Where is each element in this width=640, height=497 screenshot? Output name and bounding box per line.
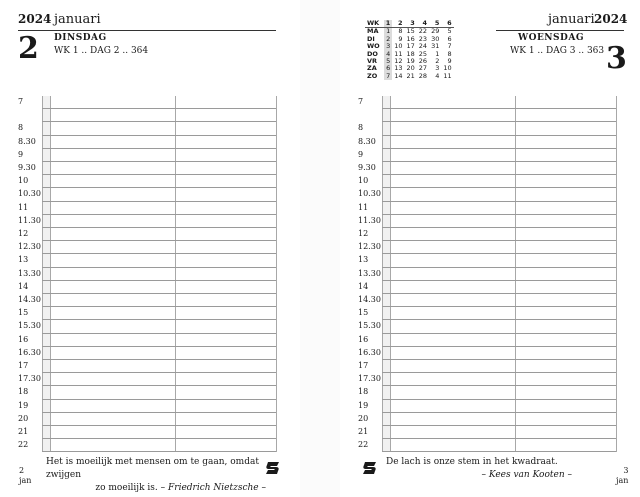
time-label: 17.30 [18, 374, 41, 384]
mini-calendar-week: 6 [441, 20, 453, 28]
mini-calendar-week: 3 [405, 20, 417, 28]
left-footer-month: jan [19, 476, 32, 485]
mini-calendar-date[interactable]: 15 [406, 27, 415, 36]
left-footer-day: 2 [19, 466, 25, 475]
time-label: 11.30 [18, 215, 41, 225]
right-time-grid [358, 96, 616, 456]
left-quote [46, 456, 266, 495]
time-label: 22 [18, 440, 29, 450]
slot-rule [42, 451, 276, 452]
time-label: 9 [358, 149, 364, 159]
mini-calendar-week: 1 [385, 19, 391, 27]
mini-calendar-date[interactable]: 13 [394, 64, 403, 73]
mini-calendar-date[interactable]: 6 [447, 34, 452, 43]
time-slot-row[interactable] [18, 254, 276, 267]
time-slot-row[interactable] [358, 188, 616, 201]
time-slot-row[interactable] [18, 109, 276, 122]
time-slot-row[interactable] [18, 136, 276, 149]
mini-calendar-date[interactable]: 19 [406, 57, 415, 66]
mini-calendar-day-label: ZO [367, 71, 378, 80]
time-label: 15.30 [358, 321, 381, 331]
time-label: 11 [18, 202, 29, 212]
time-slot-row[interactable] [358, 136, 616, 149]
left-month: januari [54, 12, 101, 27]
right-week-line: WK 1 .. DAG 3 .. 363 [510, 46, 605, 56]
time-label: 16.30 [358, 347, 381, 357]
time-slot-row[interactable] [18, 320, 276, 333]
left-year: 2024 [18, 12, 52, 26]
mini-calendar-date[interactable]: 10 [394, 42, 403, 51]
time-label: 22 [358, 440, 369, 450]
time-slot-row[interactable] [358, 400, 616, 413]
time-slot-row[interactable] [358, 360, 616, 373]
time-slot-row[interactable] [358, 96, 616, 109]
mini-calendar-week: 2 [392, 20, 404, 28]
left-day-number: 2 [18, 31, 39, 66]
time-slot-row[interactable] [358, 307, 616, 320]
mini-calendar-date[interactable]: 10 [443, 64, 452, 73]
time-label: 9.30 [358, 163, 376, 172]
time-label: 17 [18, 361, 29, 370]
mini-calendar-date[interactable]: 17 [406, 42, 415, 51]
left-quote-line2: zo moeilijk is. [95, 483, 158, 493]
time-slot-row[interactable] [358, 413, 616, 426]
mini-calendar-date[interactable]: 1 [384, 28, 393, 36]
mini-calendar-day-label: MA [367, 27, 379, 36]
mini-calendar-date[interactable]: 2 [435, 57, 440, 66]
time-label: 8.30 [358, 136, 376, 146]
mini-calendar-week: 4 [417, 20, 429, 28]
right-header-rule [496, 30, 624, 31]
left-quote-line1: Het is moeilijk met mensen om te gaan, omdat zwijgen [46, 457, 259, 480]
mini-calendar-date[interactable]: 28 [418, 71, 428, 80]
time-label: 7 [358, 97, 364, 106]
time-label: 14 [18, 281, 29, 291]
time-label: 12 [358, 229, 369, 238]
mini-calendar-date[interactable]: 16 [406, 34, 415, 43]
time-slot-row[interactable] [358, 122, 616, 135]
time-label: 11 [358, 202, 369, 212]
time-label: 9.30 [18, 163, 36, 172]
time-slot-row[interactable] [18, 307, 276, 320]
mini-calendar-date[interactable]: 1 [435, 49, 440, 58]
right-footer-day: 3 [623, 466, 629, 475]
time-label: 19 [358, 400, 369, 410]
time-slot-row[interactable] [358, 241, 616, 254]
mini-calendar-week: 5 [429, 20, 441, 28]
time-label: 19 [18, 400, 29, 410]
time-slot-row[interactable] [358, 347, 616, 360]
mini-calendar-date[interactable]: 9 [398, 34, 403, 43]
time-slot-row[interactable] [18, 162, 276, 175]
right-quote-author-wrap [386, 469, 586, 482]
time-slot-row[interactable] [358, 320, 616, 333]
right-day-number: 3 [606, 41, 627, 76]
mini-calendar-date[interactable]: 12 [394, 57, 403, 66]
time-slot-row[interactable] [18, 228, 276, 241]
mini-calendar [365, 20, 454, 80]
mini-calendar-date[interactable]: 21 [406, 71, 415, 80]
left-header-rule [18, 30, 276, 31]
time-slot-row[interactable] [18, 334, 276, 347]
time-slot-row[interactable] [358, 175, 616, 188]
left-quote-author: – Friedrich Nietzsche – [160, 483, 266, 493]
time-label: 20 [18, 413, 29, 423]
right-quote-author: – Kees van Kooten – [481, 470, 572, 480]
time-slot-row[interactable] [18, 373, 276, 386]
time-label: 14.30 [358, 295, 381, 304]
left-page [0, 0, 300, 497]
time-label: 16 [358, 334, 369, 344]
right-month: januari [548, 12, 595, 27]
mini-calendar-date[interactable]: 26 [418, 57, 428, 66]
right-weekday: WOENSDAG [518, 33, 585, 43]
time-label: 18 [358, 387, 369, 397]
time-label: 10.30 [18, 189, 41, 199]
time-label: 17.30 [358, 374, 381, 384]
time-label: 16 [18, 334, 29, 344]
time-slot-row[interactable] [18, 426, 276, 439]
mini-calendar-date[interactable]: 4 [384, 51, 393, 58]
time-label: 8 [358, 123, 364, 133]
page-gutter [300, 0, 340, 497]
right-quote [386, 456, 586, 482]
mini-calendar-day-label: WO [367, 42, 380, 51]
time-label: 10 [358, 176, 369, 186]
mini-calendar-wk-label: WK [365, 20, 384, 28]
time-slot-row[interactable] [18, 202, 276, 215]
mini-calendar-day-label: ZA [367, 64, 377, 73]
right-page [340, 0, 640, 497]
time-label: 12.30 [358, 242, 381, 252]
time-label: 15 [358, 308, 369, 318]
time-slot-row[interactable] [358, 109, 616, 122]
mini-calendar-date[interactable]: 5 [384, 58, 393, 65]
right-footer-month: jan [616, 476, 629, 485]
time-slot-row[interactable] [18, 268, 276, 281]
mini-calendar-date[interactable]: 11 [394, 49, 403, 58]
time-slot-row[interactable] [358, 228, 616, 241]
mini-calendar-day-label: VR [367, 57, 378, 66]
time-label: 10 [18, 176, 29, 186]
time-slot-row[interactable] [18, 347, 276, 360]
time-label: 12.30 [18, 242, 41, 252]
time-label: 13 [18, 255, 29, 265]
time-label: 16.30 [18, 347, 41, 357]
mini-calendar-date[interactable]: 8 [447, 49, 452, 58]
mini-calendar-date[interactable]: 27 [418, 64, 428, 73]
time-label: 8.30 [18, 136, 36, 146]
time-label: 11.30 [358, 215, 381, 225]
time-slot-row[interactable] [18, 400, 276, 413]
time-slot-row[interactable] [18, 281, 276, 294]
grid-vertical-line [276, 96, 277, 452]
time-slot-row[interactable] [18, 413, 276, 426]
mini-calendar-table [365, 20, 454, 80]
time-label: 14.30 [18, 295, 41, 304]
mini-calendar-date[interactable]: 6 [384, 65, 393, 72]
time-slot-row[interactable] [358, 162, 616, 175]
left-quote-line2-wrap [46, 482, 266, 495]
mini-calendar-date[interactable]: 30 [431, 34, 440, 43]
time-slot-row[interactable] [18, 215, 276, 228]
time-label: 20 [358, 413, 369, 423]
time-slot-row[interactable] [358, 386, 616, 399]
time-slot-row[interactable] [18, 241, 276, 254]
time-label: 17 [358, 361, 369, 370]
left-week-line: WK 1 .. DAG 2 .. 364 [54, 46, 149, 56]
left-footer-date [19, 466, 31, 486]
time-label: 14 [358, 281, 369, 291]
mini-calendar-day-label: DI [367, 34, 375, 43]
mini-calendar-date[interactable]: 9 [447, 57, 452, 66]
time-slot-row[interactable] [18, 439, 276, 452]
time-label: 15.30 [18, 321, 41, 331]
brand-logo-icon [265, 461, 281, 475]
time-label: 9 [18, 149, 24, 159]
left-time-grid [18, 96, 276, 456]
time-slot-row[interactable] [358, 294, 616, 307]
time-slot-row[interactable] [358, 281, 616, 294]
mini-calendar-date[interactable]: 5 [447, 27, 452, 36]
mini-calendar-date[interactable]: 18 [406, 49, 415, 58]
mini-calendar-date[interactable]: 3 [435, 64, 440, 73]
mini-calendar-date[interactable]: 25 [418, 49, 428, 58]
time-label: 13.30 [358, 268, 381, 278]
time-label: 8 [18, 123, 24, 133]
time-slot-row[interactable] [358, 334, 616, 347]
time-label: 21 [358, 427, 369, 436]
time-slot-row[interactable] [18, 360, 276, 373]
mini-calendar-date[interactable]: 31 [431, 42, 440, 51]
mini-calendar-date[interactable]: 4 [435, 71, 440, 80]
mini-calendar-date[interactable]: 20 [406, 64, 415, 73]
mini-calendar-date[interactable]: 14 [394, 71, 403, 80]
mini-calendar-date[interactable]: 7 [384, 73, 393, 80]
time-slot-row[interactable] [18, 188, 276, 201]
grid-vertical-line [616, 96, 617, 452]
mini-calendar-date[interactable]: 24 [418, 42, 428, 51]
mini-calendar-date[interactable]: 23 [418, 34, 428, 43]
time-label: 7 [18, 97, 24, 106]
time-slot-row[interactable] [18, 175, 276, 188]
right-footer-date [616, 466, 628, 486]
time-slot-row[interactable] [358, 426, 616, 439]
mini-calendar-date[interactable]: 2 [384, 36, 393, 43]
time-slot-row[interactable] [358, 268, 616, 281]
time-slot-row[interactable] [358, 215, 616, 228]
time-slot-row[interactable] [358, 202, 616, 215]
time-label: 10.30 [358, 189, 381, 199]
time-slot-row[interactable] [18, 386, 276, 399]
mini-calendar-date[interactable]: 8 [398, 27, 403, 36]
time-label: 13 [358, 255, 369, 265]
mini-calendar-row [365, 73, 454, 80]
mini-calendar-date[interactable]: 3 [384, 43, 393, 50]
time-slot-row[interactable] [18, 149, 276, 162]
time-label: 12 [18, 229, 29, 238]
left-weekday: DINSDAG [54, 33, 107, 43]
right-year: 2024 [594, 12, 628, 26]
time-slot-row[interactable] [358, 149, 616, 162]
time-slot-row[interactable] [18, 96, 276, 109]
mini-calendar-day-label: DO [367, 49, 378, 58]
mini-calendar-date[interactable]: 29 [431, 27, 440, 36]
brand-logo-icon [362, 461, 378, 475]
time-label: 18 [18, 387, 29, 397]
mini-calendar-date[interactable]: 11 [443, 71, 452, 80]
time-slot-row[interactable] [18, 122, 276, 135]
slot-rule [382, 451, 616, 452]
time-slot-row[interactable] [358, 254, 616, 267]
time-label: 15 [18, 308, 29, 318]
time-label: 13.30 [18, 268, 41, 278]
right-quote-line1: De lach is onze stem in het kwadraat. [386, 457, 558, 467]
time-slot-row[interactable] [18, 294, 276, 307]
mini-calendar-date[interactable]: 7 [447, 42, 452, 51]
mini-calendar-date[interactable]: 22 [418, 27, 428, 36]
time-slot-row[interactable] [358, 373, 616, 386]
time-label: 21 [18, 427, 29, 436]
time-slot-row[interactable] [358, 439, 616, 452]
